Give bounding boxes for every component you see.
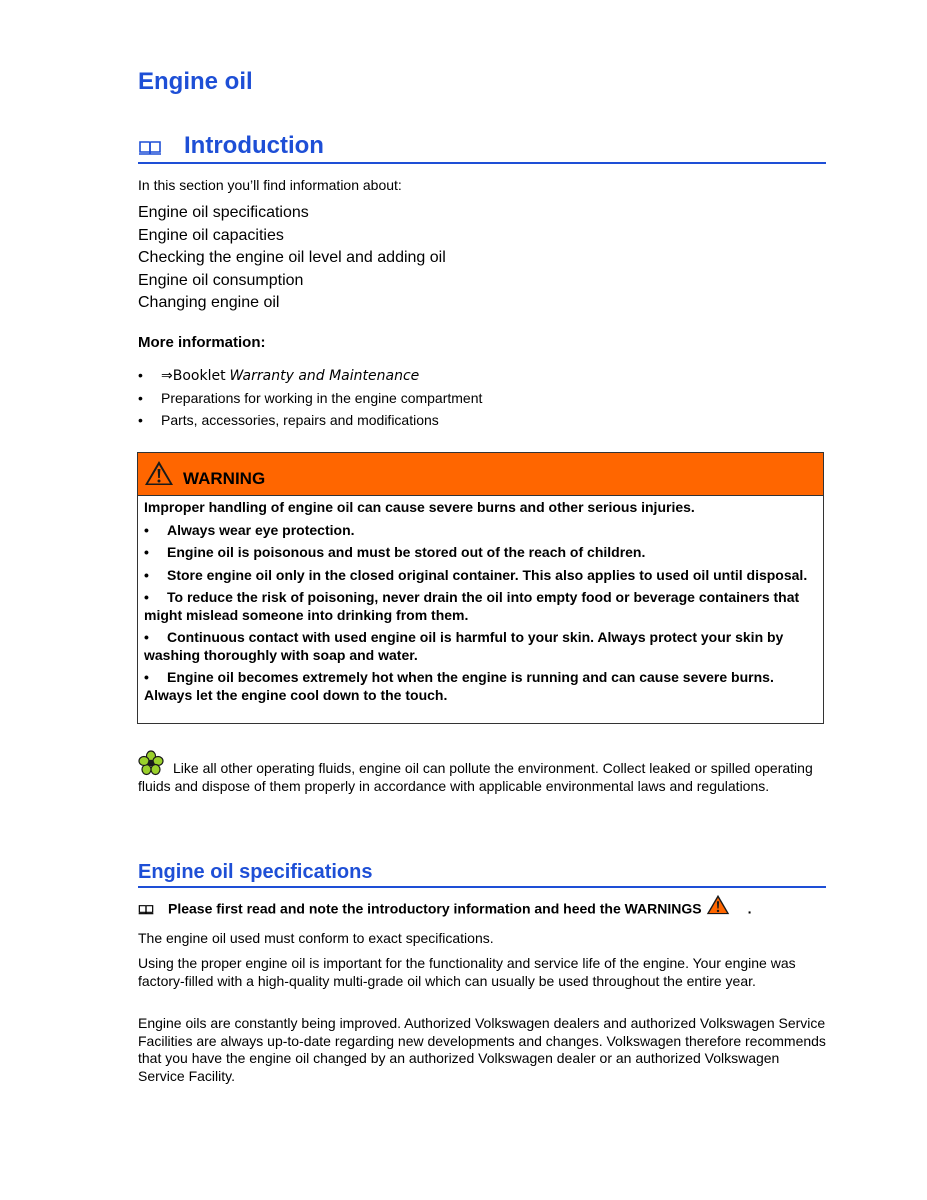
warning-triangle-icon (144, 460, 174, 486)
topic-item[interactable]: Changing engine oil (138, 294, 280, 312)
spec-paragraph: Using the proper engine oil is important for the functionality and service life of the engine. Your engine was factory-filled with a high-quality multi-grade oil which can usually be used throughout the entire year. (138, 955, 796, 989)
read-note (138, 898, 752, 922)
environment-text: Like all other operating fluids, engine oil can pollute the environment. Collect leaked or spilled operating fluids and dispose of them properly in accordance with applicable environmental laws and regulations. (138, 760, 813, 794)
topic-item[interactable]: Checking the engine oil level and adding oil (138, 249, 446, 267)
warning-link-icon[interactable] (706, 894, 730, 918)
warning-item: • Engine oil becomes extremely hot when the engine is running and can cause severe burns. Always let the engine cool down to the touch. (144, 669, 774, 703)
spec-paragraph: Engine oils are constantly being improved. Authorized Volkswagen dealers and authorized Volkswagen Service Facilities are always up-to-date regarding new developments and changes. Volkswagen therefore recommends that you have the engine oil changed by an authorized Volkswagen dealer or an authorized Volkswagen Service Facility. (138, 1015, 826, 1084)
chapter-title: Engine oil (138, 68, 253, 95)
topic-list (138, 202, 446, 315)
read-note-text: Please first read and note the introductory information and heed the WARNINGS (168, 900, 702, 917)
warning-item: • Always wear eye protection. (144, 521, 355, 538)
warning-item: • To reduce the risk of poisoning, never drain the oil into empty food or beverage containers that might mislead someone into drinking from them. (144, 589, 800, 623)
introduction-header (138, 132, 826, 164)
warning-label: WARNING (183, 469, 266, 488)
spec-paragraph: The engine oil used must conform to exact specifications. (138, 930, 494, 946)
booklet-title: Warranty and Maintenance (229, 368, 420, 384)
specifications-heading: Engine oil specifications (138, 861, 373, 883)
environment-note (138, 750, 818, 795)
warning-lead: Improper handling of engine oil can cause severe burns and other serious injuries. (144, 499, 695, 515)
warning-item: • Continuous contact with used engine oil is harmful to your skin. Always protect your skin by washing thoroughly with soap and water. (144, 629, 784, 663)
book-icon (138, 902, 154, 918)
topic-item[interactable]: Engine oil capacities (138, 226, 284, 244)
booklet-reference[interactable] (138, 364, 482, 387)
warning-bar (138, 453, 823, 496)
intro-lead: In this section you’ll find information about: (138, 177, 402, 193)
more-info-item[interactable]: • Parts, accessories, repairs and modifications (138, 409, 482, 432)
warning-box (137, 452, 824, 724)
more-info-label: More information: (138, 334, 266, 351)
warning-item: • Engine oil is poisonous and must be stored out of the reach of children. (144, 544, 646, 560)
topic-item[interactable]: Engine oil consumption (138, 271, 304, 289)
warning-item: • Store engine oil only in the closed original container. This also applies to used oil until disposal. (144, 566, 808, 583)
more-info-list (138, 364, 482, 432)
specifications-header (138, 858, 826, 888)
more-info-item[interactable]: • Preparations for working in the engine compartment (138, 387, 482, 410)
environment-flower-icon (138, 750, 164, 776)
booklet-prefix: ⇒Booklet (161, 368, 226, 384)
book-icon (138, 139, 162, 160)
topic-item[interactable]: Engine oil specifications (138, 204, 309, 221)
read-note-end: . (747, 900, 752, 917)
introduction-heading: Introduction (184, 132, 324, 159)
